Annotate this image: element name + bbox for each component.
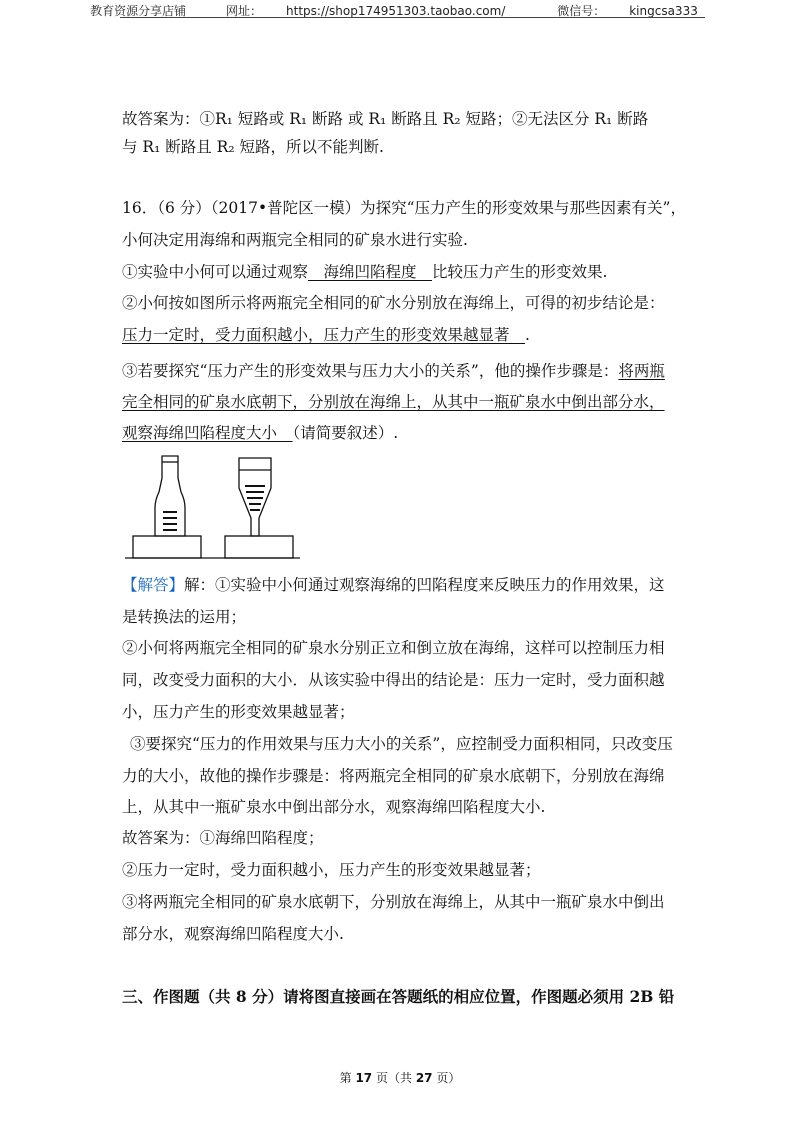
wechat-label: 微信号： [557,4,606,18]
total-pages: 27 [415,1071,433,1085]
wechat-id: kingcsa333 [629,4,698,18]
part1-answer: 海绵凹陷程度 [308,263,433,281]
part1-prefix: ①实验中小何可以通过观察 [122,263,309,281]
question-stem-line2: 小何决定用海绵和两瓶完全相同的矿泉水进行实验. [122,231,468,249]
prev-answer-line2: 与 R₁ 断路且 R₂ 短路，所以不能判断. [122,138,384,156]
footer-pre: 第 [339,1071,352,1085]
question-part2-line2 [122,325,530,345]
section-3-heading: 三、作图题（共 8 分）请将图直接画在答题纸的相应位置，作图题必须用 2B 铅 [122,987,675,1006]
question-part3-line3 [122,423,398,443]
solution-line1 [122,575,665,595]
part3-prefix: ③若要探究“压力产生的形变效果与压力大小的关系”，他的操作步骤是： [122,362,619,380]
question-part3-line2 [122,392,665,412]
part2-end: . [525,326,530,344]
page-footer [0,1069,800,1086]
question-part2-line1: ②小何按如图所示将两瓶完全相同的矿水分别放在海绵上，可得的初步结论是： [122,294,665,312]
solution-line11: ③将两瓶完全相同的矿泉水底朝下，分别放在海绵上，从其中一瓶矿泉水中倒出 [122,893,665,911]
part3-answer-2: 完全相同的矿泉水底朝下，分别放在海绵上，从其中一瓶矿泉水中倒出部分水， [122,393,665,411]
url-label: 网址： [226,4,263,18]
footer-mid: 页（共 [375,1071,412,1085]
footer-post: 页） [436,1071,461,1085]
sponge-left [133,536,201,558]
part3-suffix: （请简要叙述）. [292,424,399,442]
solution-line8: 上，从其中一瓶矿泉水中倒出部分水，观察海绵凹陷程度大小. [122,798,546,816]
shop-name: 教育资源分享店铺 [90,4,187,18]
solution-line2: 是转换法的运用； [122,608,247,626]
page-number: 17 [355,1071,373,1085]
part2-answer: 压力一定时，受力面积越小，压力产生的形变效果越显著 [122,326,526,344]
solution-line6: ③要探究“压力的作用效果与压力大小的关系”，应控制受力面积相同，只改变压 [130,735,673,753]
solution-line9: 故答案为：①海绵凹陷程度； [122,829,324,847]
solution-line4: 同，改变受力面积的大小．从该实验中得出的结论是：压力一定时，受力面积越 [122,671,665,689]
solution-line5: 小，压力产生的形变效果越显著； [122,703,355,721]
header-divider [120,17,705,18]
prev-answer-line1: 故答案为：①R₁ 短路或 R₁ 断路 或 R₁ 断路且 R₂ 短路；②无法区分 R₁ 断路 [122,110,649,128]
question-part3-line1 [122,361,665,381]
shop-url[interactable]: https://shop174951303.taobao.com/ [286,4,506,18]
question-stem-line1: 16．（6 分）（2017•普陀区一模）为探究“压力产生的形变效果与那些因素有关”， [122,199,686,217]
question-part1 [122,262,607,282]
solution-text-1: 解：①实验中小何通过观察海绵的凹陷程度来反映压力的作用效果，这 [184,576,665,594]
solution-line7: 力的大小，故他的操作步骤是：将两瓶完全相同的矿泉水底朝下，分别放在海绵 [122,767,665,785]
part1-suffix: 比较压力产生的形变效果. [432,263,608,281]
part3-answer-3: 观察海绵凹陷程度大小 [122,424,293,442]
solution-line12: 部分水，观察海绵凹陷程度大小. [122,925,344,943]
solution-tag: 【解答】 [122,576,185,594]
sponge-right [225,536,293,558]
bottles-on-sponge-figure [125,448,305,563]
solution-line3: ②小何将两瓶完全相同的矿泉水分别正立和倒立放在海绵，这样可以控制压力相 [122,639,665,657]
part3-answer-1: 将两瓶 [618,362,665,380]
solution-line10: ②压力一定时，受力面积越小，压力产生的形变效果越显著； [122,861,541,879]
